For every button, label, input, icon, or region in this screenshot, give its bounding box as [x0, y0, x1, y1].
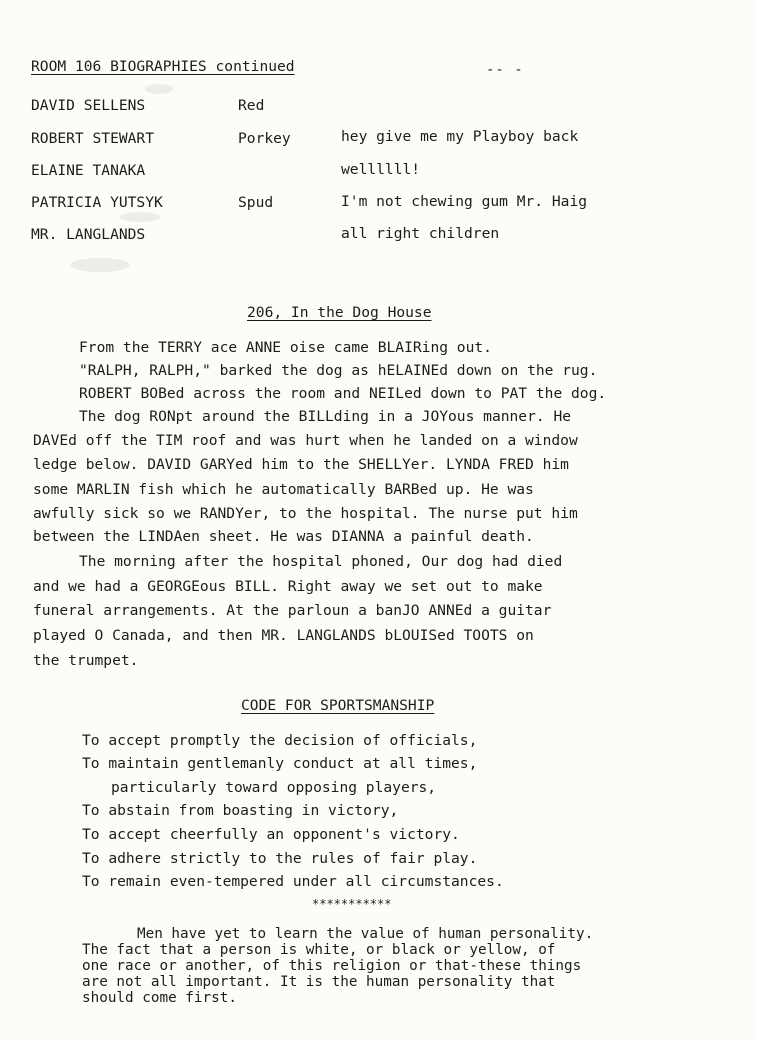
closing-line: The fact that a person is white, or black or yellow, of: [82, 942, 556, 958]
code-title: CODE FOR SPORTSMANSHIP: [241, 697, 435, 714]
bio-name: DAVID SELLENS: [31, 97, 146, 114]
closing-line: are not all important. It is the human personality that: [82, 974, 556, 990]
code-line: To remain even-tempered under all circumstances.: [82, 873, 504, 890]
story-line: The dog RONpt around the BILLding in a JOYous manner. He: [79, 408, 572, 425]
story-line: awfully sick so we RANDYer, to the hospital. The nurse put him: [33, 505, 578, 522]
story-line: The morning after the hospital phoned, Our dog had died: [79, 553, 563, 570]
bio-name: MR. LANGLANDS: [31, 226, 146, 243]
story-line: played O Canada, and then MR. LANGLANDS bLOUISed TOOTS on: [33, 627, 534, 644]
code-line: particularly toward opposing players,: [111, 779, 437, 796]
bio-name: ROBERT STEWART: [31, 130, 155, 147]
story-line: ROBERT BOBed across the room and NEILed down to PAT the dog.: [79, 385, 607, 402]
bio-quote: I'm not chewing gum Mr. Haig: [341, 193, 588, 210]
scan-smudge: [120, 212, 160, 222]
code-line: To accept promptly the decision of officials,: [82, 732, 478, 749]
closing-line: Men have yet to learn the value of human personality.: [137, 926, 594, 942]
code-line: To accept cheerfully an opponent's victory.: [82, 826, 460, 843]
story-line: between the LINDAen sheet. He was DIANNA a painful death.: [33, 528, 534, 545]
scan-smudge: [145, 84, 173, 94]
bio-nickname: Porkey: [238, 130, 291, 147]
story-line: the trumpet.: [33, 652, 139, 669]
header-mark: -- -: [486, 62, 524, 78]
closing-line: should come first.: [82, 990, 237, 1006]
story-line: some MARLIN fish which he automatically BARBed up. He was: [33, 481, 534, 498]
code-line: To abstain from boasting in victory,: [82, 802, 399, 819]
story-title: 206, In the Dog House: [247, 304, 432, 321]
bio-quote: hey give me my Playboy back: [341, 128, 579, 145]
story-line: DAVEd off the TIM roof and was hurt when he landed on a window: [33, 432, 578, 449]
scan-smudge: [70, 258, 130, 272]
story-line: From the TERRY ace ANNE oise came BLAIRing out.: [79, 339, 492, 356]
bio-quote: wellllll!: [341, 161, 421, 178]
section-divider: ***********: [312, 897, 392, 911]
code-line: To maintain gentlemanly conduct at all times,: [82, 755, 478, 772]
story-line: and we had a GEORGEous BILL. Right away we set out to make: [33, 578, 543, 595]
code-line: To adhere strictly to the rules of fair play.: [82, 850, 478, 867]
closing-line: one race or another, of this religion or that-these things: [82, 958, 582, 974]
bio-quote: all right children: [341, 225, 500, 242]
story-line: funeral arrangements. At the parloun a banJO ANNEd a guitar: [33, 602, 552, 619]
bio-nickname: Red: [238, 97, 265, 114]
story-line: ledge below. DAVID GARYed him to the SHELLYer. LYNDA FRED him: [33, 456, 569, 473]
bio-nickname: Spud: [238, 194, 274, 211]
bio-name: ELAINE TANAKA: [31, 162, 146, 179]
story-line: "RALPH, RALPH," barked the dog as hELAINEd down on the rug.: [79, 362, 598, 379]
page-title: ROOM 106 BIOGRAPHIES continued: [31, 58, 295, 75]
bio-name: PATRICIA YUTSYK: [31, 194, 163, 211]
